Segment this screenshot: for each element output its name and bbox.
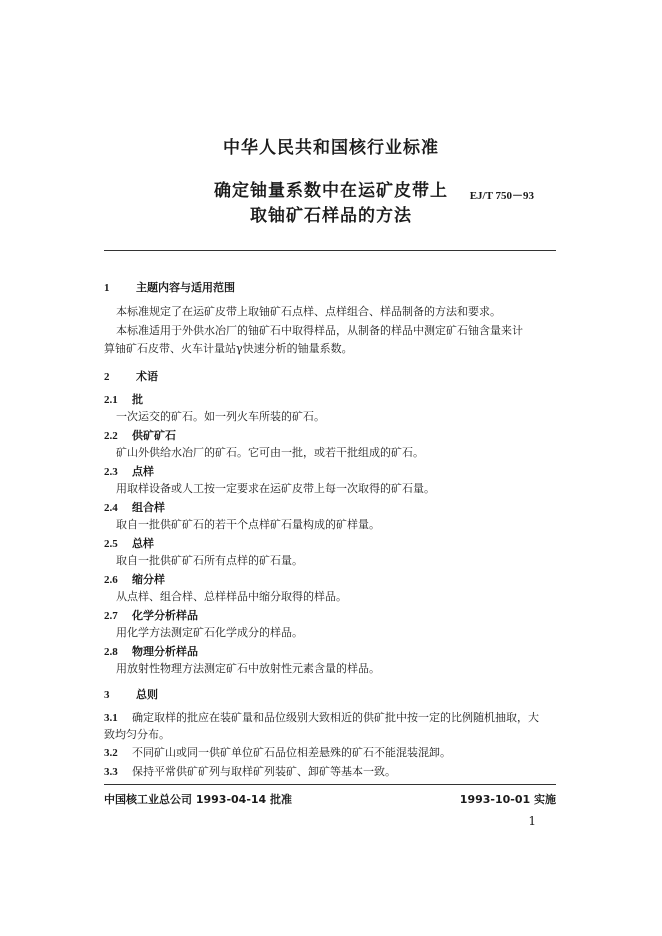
standard-category-title: 中华人民共和国核行业标准 xyxy=(223,138,439,158)
term-2-1-heading: 2.1 批 xyxy=(104,393,143,406)
term-2-4-heading: 2.4 组合样 xyxy=(104,501,165,514)
clause-3-3: 3.3 保持平常供矿矿列与取样矿列装矿、卸矿等基本一致。 xyxy=(104,765,396,778)
approval-statement: 中国核工业总公司 1993-04-14 批准 xyxy=(104,793,293,806)
term-2-5-definition: 取自一批供矿矿石所有点样的矿石量。 xyxy=(116,554,303,567)
section-title: 术语 xyxy=(136,370,158,383)
section-title: 主题内容与适用范围 xyxy=(136,281,235,294)
term-2-4-definition: 取自一批供矿矿石的若干个点样矿石量构成的矿样量。 xyxy=(116,518,380,531)
term-2-8-heading: 2.8 物理分析样品 xyxy=(104,645,198,658)
document-title-line2: 取铀矿石样品的方法 xyxy=(250,206,412,226)
section-1-paragraph-1: 本标准规定了在运矿皮带上取铀矿石点样、点样组合、样品制备的方法和要求。 xyxy=(116,305,501,318)
term-2-7-definition: 用化学方法测定矿石化学成分的样品。 xyxy=(116,626,303,639)
term-2-6-heading: 2.6 缩分样 xyxy=(104,573,165,586)
term-2-2-definition: 矿山外供给水冶厂的矿石。它可由一批，或若干批组成的矿石。 xyxy=(116,446,424,459)
term-2-3-heading: 2.3 点样 xyxy=(104,465,154,478)
term-2-5-heading: 2.5 总样 xyxy=(104,537,154,550)
section-1-paragraph-2-cont: 算铀矿石皮带、火车计量站γ快速分析的铀量系数。 xyxy=(104,342,353,355)
footer-divider xyxy=(104,784,556,785)
implementation-date: 1993-10-01 实施 xyxy=(459,793,556,806)
clause-3-1: 3.1 确定取样的批应在装矿量和品位级别大致相近的供矿批中按一定的比例随机抽取，大 xyxy=(104,711,539,724)
term-2-6-definition: 从点样、组合样、总样样品中缩分取得的样品。 xyxy=(116,590,347,603)
header-divider xyxy=(104,250,556,251)
page-number: 1 xyxy=(528,814,536,828)
section-number: 2 xyxy=(104,371,110,383)
section-3-heading xyxy=(104,686,158,702)
section-number: 3 xyxy=(104,689,110,701)
term-2-7-heading: 2.7 化学分析样品 xyxy=(104,609,198,622)
document-title-line1: 确定铀量系数中在运矿皮带上 xyxy=(214,181,448,201)
section-1-heading xyxy=(104,279,235,295)
clause-3-2: 3.2 不同矿山或同一供矿单位矿石品位相差悬殊的矿石不能混装混卸。 xyxy=(104,746,451,759)
section-1-paragraph-2: 本标准适用于外供水冶厂的铀矿石中取得样品，从制备的样品中测定矿石铀含量来计 xyxy=(116,324,523,337)
term-2-3-definition: 用取样设备或人工按一定要求在运矿皮带上每一次取得的矿石量。 xyxy=(116,482,435,495)
section-2-heading xyxy=(104,368,158,384)
term-2-2-heading: 2.2 供矿矿石 xyxy=(104,429,176,442)
section-title: 总则 xyxy=(136,688,158,701)
section-number: 1 xyxy=(104,282,110,294)
standard-code: EJ/T 750－93 xyxy=(469,190,534,202)
clause-3-1-cont: 致均匀分布。 xyxy=(104,728,170,741)
term-2-1-definition: 一次运交的矿石。如一列火车所装的矿石。 xyxy=(116,410,325,423)
term-2-8-definition: 用放射性物理方法测定矿石中放射性元素含量的样品。 xyxy=(116,662,380,675)
